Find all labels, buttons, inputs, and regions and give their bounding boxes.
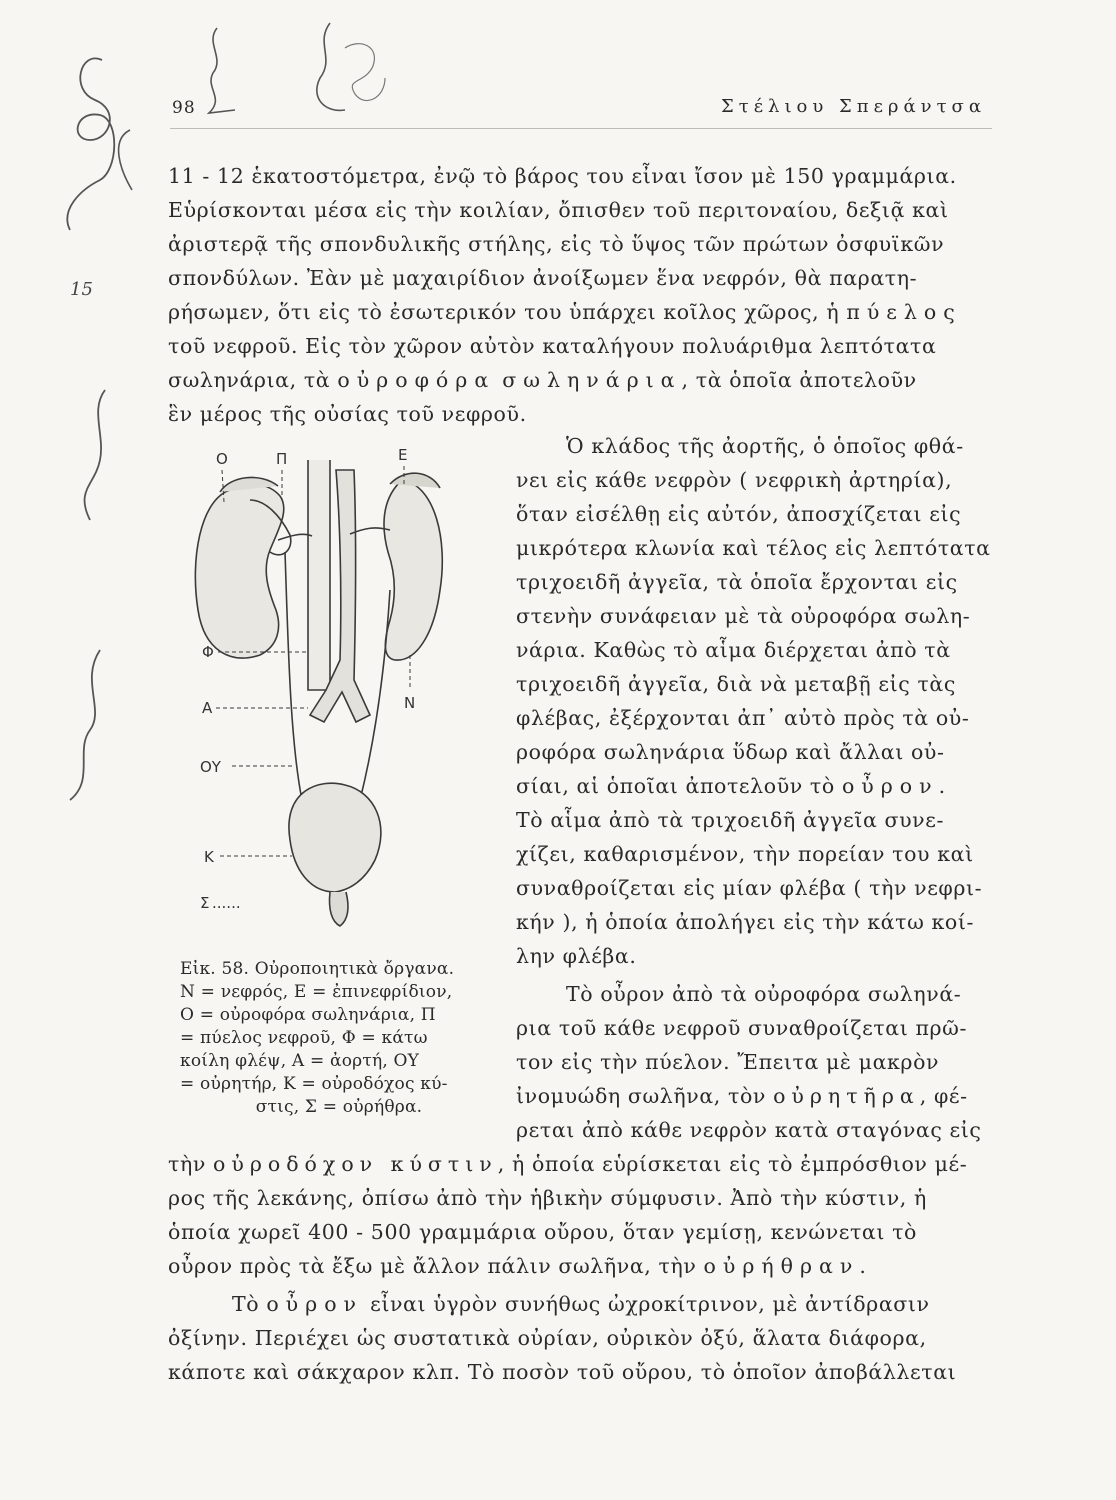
body-line: ρος τῆς λεκάνης, ὀπίσω ἀπὸ τὴν ἡβικὴν σύμφυσιν. Ἀπὸ τὴν κύστιν, ἡ: [168, 1186, 927, 1210]
column-line: λην φλέβα.: [516, 944, 637, 968]
column-line: νει εἰς κάθε νεφρὸν ( νεφρικὴ ἀρτηρία),: [516, 468, 953, 492]
column-line: Ὁ κλάδος τῆς ἀορτῆς, ὁ ὁποῖος φθά-: [566, 434, 964, 458]
header-rule: [170, 128, 992, 129]
spaced-term: οὖρον: [266, 1292, 364, 1316]
column-line: Τὸ αἷμα ἀπὸ τὰ τριχοειδῆ ἀγγεῖα συνε-: [516, 808, 944, 832]
margin-number: 15: [70, 279, 93, 300]
column-line: κήν ), ἡ ὁποία ἀπολήγει εἰς τὴν κάτω κοί-: [516, 910, 975, 934]
spaced-term: πύελος: [846, 300, 962, 324]
body-text: τὰ ὁποῖα ἀποτελοῦν: [695, 368, 917, 392]
spaced-term: οὐροφόρα: [337, 368, 496, 392]
column-line: στενὴν συνάφειαν μὲ τὰ οὐροφόρα σωλη-: [516, 604, 971, 628]
caption-line: N = νεφρός, E = ἐπινεφρίδιον,: [180, 982, 453, 1002]
column-line: χίζει, καθαρισμένον, τὴν πορείαν του καὶ: [516, 842, 974, 866]
urinary-organs-figure: [190, 440, 450, 940]
column-line: σίαι, αἱ ὁποῖαι ἀποτελοῦν τὸ οὖρον.: [516, 774, 946, 798]
body-line: ἀριστερᾷ τῆς σπονδυλικῆς στήλης, εἰς τὸ ὕψος τῶν πρώτων ὀσφυϊκῶν: [168, 232, 945, 256]
running-head: Στέλιου Σπεράντσα: [721, 96, 986, 117]
body-line: οὖρον πρὸς τὰ ἔξω μὲ ἄλλον πάλιν σωλῆνα, τὴν οὐρήθραν.: [168, 1254, 867, 1278]
column-line: τριχοειδῆ ἀγγεῖα, διὰ νὰ μεταβῇ εἰς τὰς: [516, 672, 956, 696]
left-ureter: [285, 552, 302, 800]
column-line: τον εἰς τὴν πύελον. Ἔπειτα μὲ μακρὸν: [516, 1050, 940, 1074]
column-line: ρεται ἀπὸ κάθε νεφρὸν κατὰ σταγόνας εἰς: [516, 1118, 982, 1142]
right-ureter: [360, 590, 390, 800]
caption-line: = πύελος νεφροῦ, Φ = κάτω: [180, 1028, 428, 1048]
body-text: σωληνάρια, τὰ: [168, 368, 331, 392]
body-line: σωληνάρια, τὰ οὐροφόρα σωληνάρια, τὰ ὁποῖα ἀποτελοῦν: [168, 368, 917, 392]
caption-line: στις, Σ = οὐρήθρα.: [255, 1097, 423, 1117]
spaced-term: σωληνάρια: [502, 368, 682, 392]
caption-line: = οὐρητήρ, Κ = οὐροδόχος κύ-: [180, 1074, 448, 1094]
body-text: ἰνομυώδη σωλῆνα, τὸν: [516, 1084, 766, 1108]
body-line: [168, 302, 994, 323]
column-line: ροφόρα σωληνάρια ὕδωρ καὶ ἄλλαι οὐ-: [516, 740, 945, 764]
spaced-term: οὐρητῆρα: [773, 1084, 920, 1108]
renal-vessels-left: [278, 534, 312, 540]
body-line: Εὑρίσκονται μέσα εἰς τὴν κοιλίαν, ὄπισθεν τοῦ περιτοναίου, δεξιᾷ καὶ: [168, 198, 949, 222]
body-line: ὁποία χωρεῖ 400 - 500 γραμμάρια οὔρου, ὅταν γεμίσῃ, κενώνεται τὸ: [168, 1220, 917, 1244]
column-line: ρια τοῦ κάθε νεφροῦ συναθροίζεται πρῶ-: [516, 1016, 968, 1040]
spaced-term: οὐρήθραν: [703, 1254, 860, 1278]
spaced-term: οὐροδόχον κύστιν: [213, 1152, 498, 1176]
handwritten-scribble-top: [195, 18, 405, 128]
column-line: ὅταν εἰσέλθῃ εἰς αὐτόν, ἀποσχίζεται εἰς: [516, 502, 962, 526]
body-line: τοῦ νεφροῦ. Εἰς τὸν χῶρον αὐτὸν καταλήγουν πολυάριθμα λεπτότατα: [168, 334, 937, 358]
body-text: οὖρον πρὸς τὰ ἔξω μὲ ἄλλον πάλιν σωλῆνα, τὴν: [168, 1254, 697, 1278]
body-text: σίαι, αἱ ὁποῖαι ἀποτελοῦν τὸ: [516, 774, 835, 798]
column-line: μικρότερα κλωνία καὶ τέλος εἰς λεπτότατα: [516, 536, 991, 560]
body-line: ἓν μέρος τῆς οὐσίας τοῦ νεφροῦ.: [168, 402, 527, 426]
label-A: Α: [202, 699, 213, 717]
label-S: Σ: [200, 894, 210, 912]
bladder: [289, 783, 381, 892]
body-line: 11 - 12 ἑκατοστόμετρα, ἐνῷ τὸ βάρος του εἶναι ἴσον μὲ 150 γραμμάρια.: [168, 164, 957, 188]
caption-line: Ο = οὐροφόρα σωληνάρια, Π: [180, 1005, 436, 1025]
label-OY: ΟΥ: [200, 758, 221, 776]
anatomy-illustration: [190, 440, 450, 940]
column-line: [516, 1086, 968, 1107]
body-text: τὴν: [168, 1152, 206, 1176]
body-line: κάποτε καὶ σάκχαρον κλπ. Τὸ ποσὸν τοῦ οὔρου, τὸ ὁποῖον ἀποβάλλεται: [168, 1360, 957, 1384]
caption-line: κοίλη φλέψ, Α = ἀορτή, ΟΥ: [180, 1051, 420, 1071]
body-line: σπονδύλων. Ἐὰν μὲ μαχαιρίδιον ἀνοίξωμεν ἕνα νεφρόν, θὰ παρατη-: [168, 266, 918, 290]
page-number: 98: [172, 98, 196, 118]
figure-caption: [180, 958, 498, 1119]
label-O: Ο: [216, 450, 228, 468]
label-F: Φ: [202, 643, 214, 661]
urethra: [329, 892, 348, 926]
column-line: φλέβας, ἐξέρχονται ἀπ᾿ αὐτὸ πρὸς τὰ οὐ-: [516, 706, 970, 730]
body-line: [232, 1294, 930, 1315]
label-P: Π: [276, 450, 288, 468]
body-text: εἶναι ὑγρὸν συνήθως ὠχροκίτρινον, μὲ ἀντίδρασιν: [370, 1292, 930, 1316]
caption-line: Εἰκ. 58. Οὐροποιητικὰ ὄργανα.: [180, 959, 455, 979]
body-text: Τὸ: [232, 1292, 260, 1316]
label-S-dots: ......: [212, 894, 241, 912]
label-K: Κ: [204, 848, 214, 866]
body-text: , φέ-: [919, 1084, 968, 1108]
body-text: ρήσωμεν, ὅτι εἰς τὸ ἐσωτερικόν του ὑπάρχει κοῖλος χῶρος, ἡ: [168, 300, 840, 324]
vena-cava: [308, 460, 330, 690]
label-E: Ε: [398, 446, 408, 464]
handwritten-scribble-left: [40, 20, 140, 300]
spaced-term: οὖρον: [841, 774, 939, 798]
body-text: , ἡ ὁποία εὑρίσκεται εἰς τὸ ἐμπρόσθιον μέ-: [497, 1152, 968, 1176]
right-kidney: [384, 480, 442, 660]
column-line: Τὸ οὖρον ἀπὸ τὰ οὐροφόρα σωληνά-: [566, 982, 962, 1006]
handwritten-scribble-margin: [60, 380, 140, 810]
body-line: ὀξίνην. Περιέχει ὡς συστατικὰ οὐρίαν, οὐρικὸν ὀξύ, ἅλατα διάφορα,: [168, 1326, 927, 1350]
body-line: [168, 1154, 994, 1175]
label-N: Ν: [404, 694, 416, 712]
column-line: νάρια. Καθὼς τὸ αἷμα διέρχεται ἀπὸ τὰ: [516, 638, 951, 662]
column-line: τριχοειδῆ ἀγγεῖα, τὰ ὁποῖα ἔρχονται εἰς: [516, 570, 958, 594]
left-kidney: [195, 485, 283, 658]
column-line: συναθροίζεται εἰς μίαν φλέβα ( τὴν νεφρι-: [516, 876, 983, 900]
